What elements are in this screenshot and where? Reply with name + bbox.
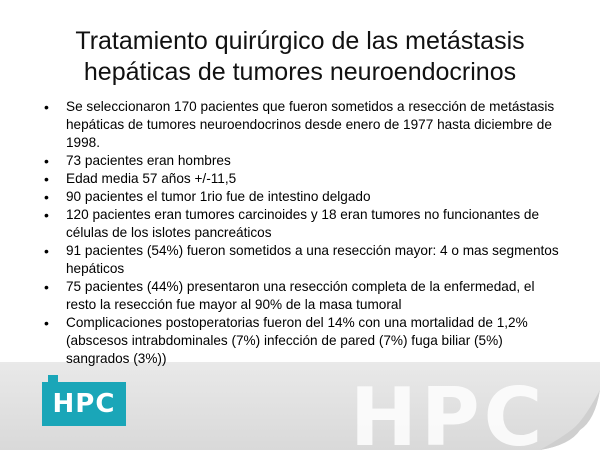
bullet-item: • Edad media 57 años +/-11,5 [44,170,564,188]
title-line-1: Tratamiento quirúrgico de las metástasis [75,27,525,55]
bullet-item: • 91 pacientes (54%) fueron sometidos a una resección mayor: 4 o mas segmentos hepáticos [44,242,564,278]
bullet-item: • 73 pacientes eran hombres [44,152,564,170]
bullet-item: • Complicaciones postoperatorias fueron del 14% con una mortalidad de 1,2% (abscesos intrabdominales (7%) infección de pared (7%) fuga biliar (5%) sangrados (3%)) [44,314,564,368]
slide-title [20,26,580,88]
hpc-watermark: HPC [350,371,547,450]
bullet-item: • Se seleccionaron 170 pacientes que fueron sometidos a resección de metástasis hepáticas de tumores neuroendocrinos desde enero de 1977 hasta diciembre de 1998. [44,98,564,152]
bullet-item: • 75 pacientes (44%) presentaron una resección completa de la enfermedad, el resto la resección fue mayor al 90% de la masa tumoral [44,278,564,314]
bullet-list [44,98,564,368]
bullet-item: • 90 pacientes el tumor 1rio fue de intestino delgado [44,188,564,206]
hpc-logo: HPC [42,382,126,426]
bullet-item: • 120 pacientes eran tumores carcinoides y 18 eran tumores no funcionantes de células de los islotes pancreáticos [44,206,564,242]
page-curl-icon [540,390,600,450]
title-line-2: hepáticas de tumores neuroendocrinos [83,58,517,86]
